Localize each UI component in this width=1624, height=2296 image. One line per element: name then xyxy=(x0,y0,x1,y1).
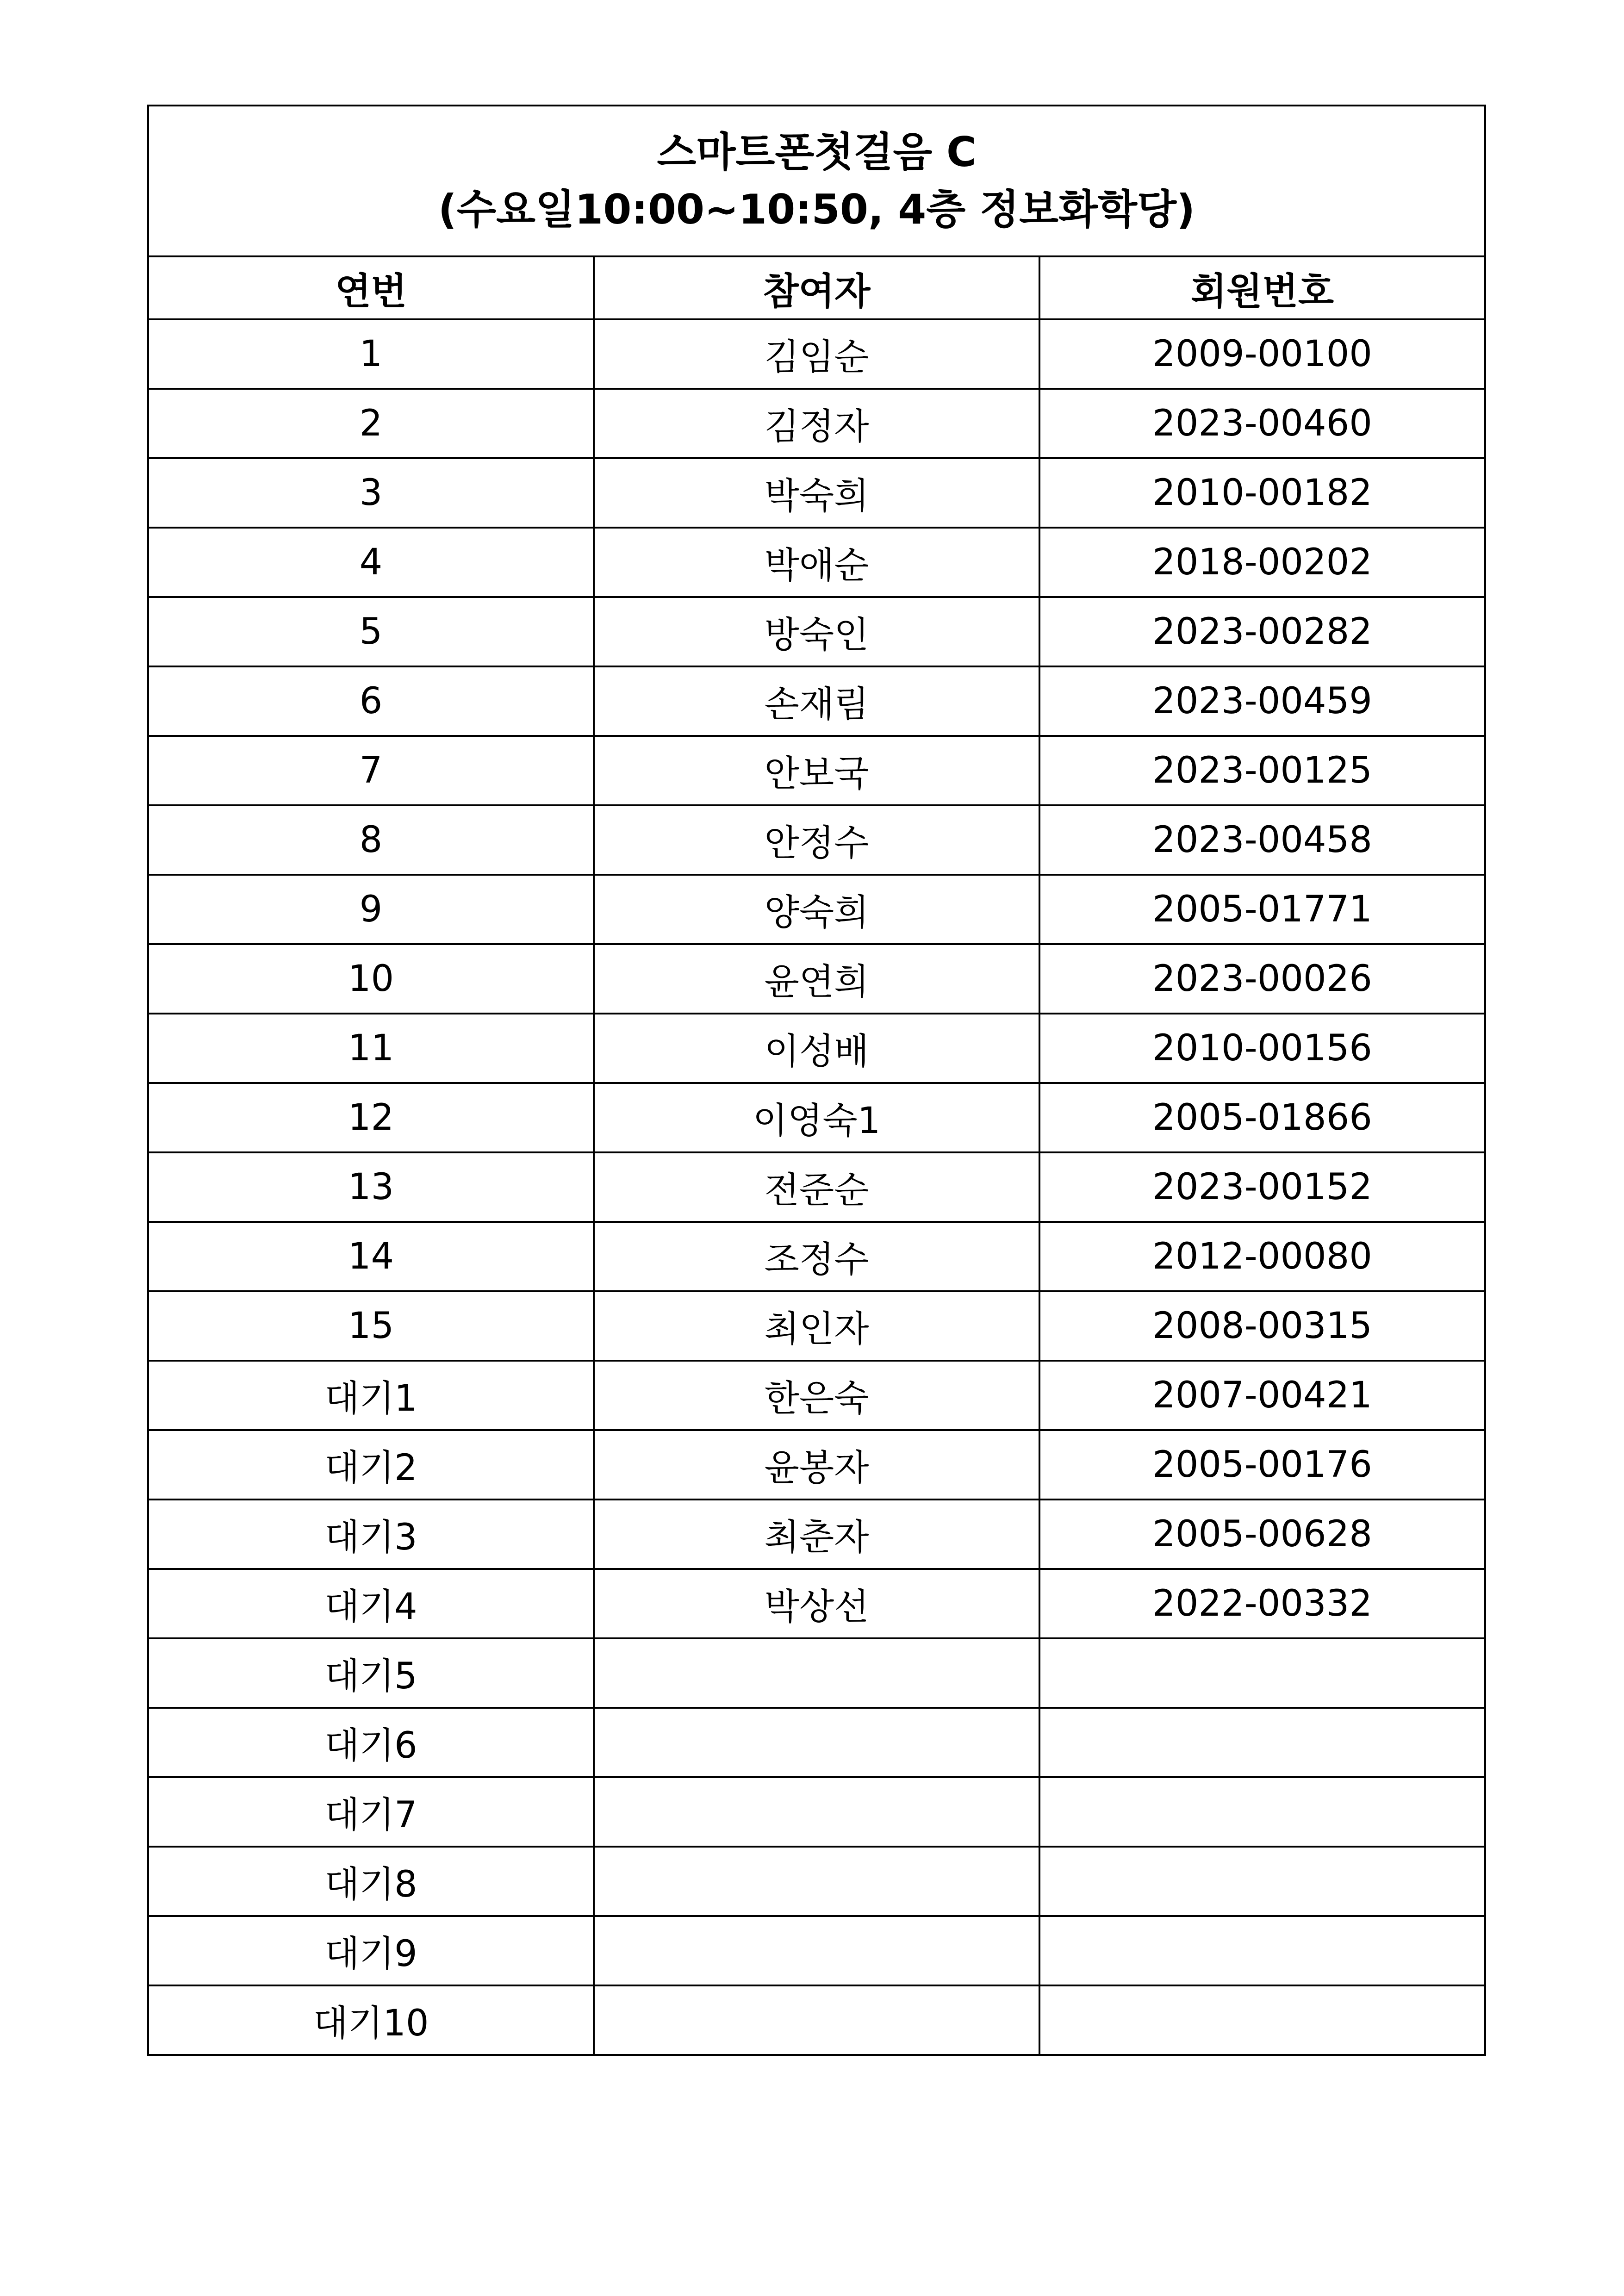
cell-member-number: 2023-00282 xyxy=(1039,597,1485,666)
cell-member-number: 2012-00080 xyxy=(1039,1222,1485,1291)
cell-member-number xyxy=(1039,1985,1485,2055)
table-body xyxy=(148,319,1485,2055)
cell-serial-number: 대기3 xyxy=(148,1500,594,1569)
cell-member-number: 2005-00628 xyxy=(1039,1500,1485,1569)
cell-participant-name: 최춘자 xyxy=(594,1500,1039,1569)
cell-serial-number: 9 xyxy=(148,875,594,944)
table-row xyxy=(148,1083,1485,1152)
cell-serial-number: 8 xyxy=(148,805,594,875)
cell-serial-number: 15 xyxy=(148,1291,594,1361)
cell-member-number: 2005-00176 xyxy=(1039,1430,1485,1500)
cell-serial-number: 4 xyxy=(148,528,594,597)
header-member-number: 회원번호 xyxy=(1039,256,1485,319)
cell-participant-name: 한은숙 xyxy=(594,1361,1039,1430)
cell-participant-name: 최인자 xyxy=(594,1291,1039,1361)
cell-serial-number: 대기7 xyxy=(148,1777,594,1847)
cell-member-number xyxy=(1039,1847,1485,1916)
cell-serial-number: 대기4 xyxy=(148,1569,594,1638)
table-row xyxy=(148,1430,1485,1500)
cell-participant-name: 방숙인 xyxy=(594,597,1039,666)
cell-participant-name xyxy=(594,1847,1039,1916)
cell-participant-name: 전준순 xyxy=(594,1152,1039,1222)
table-row xyxy=(148,1847,1485,1916)
table-row xyxy=(148,1777,1485,1847)
cell-member-number: 2023-00460 xyxy=(1039,389,1485,458)
cell-participant-name: 안정수 xyxy=(594,805,1039,875)
table-title xyxy=(148,106,1485,256)
cell-participant-name xyxy=(594,1985,1039,2055)
cell-serial-number: 2 xyxy=(148,389,594,458)
table-row xyxy=(148,1638,1485,1708)
roster-sheet xyxy=(147,105,1485,2056)
cell-participant-name: 김임순 xyxy=(594,319,1039,389)
cell-serial-number: 대기2 xyxy=(148,1430,594,1500)
table-row xyxy=(148,1291,1485,1361)
cell-member-number xyxy=(1039,1916,1485,1985)
cell-serial-number: 대기5 xyxy=(148,1638,594,1708)
cell-participant-name xyxy=(594,1638,1039,1708)
cell-serial-number: 3 xyxy=(148,458,594,528)
cell-participant-name: 이성배 xyxy=(594,1014,1039,1083)
table-row xyxy=(148,1500,1485,1569)
table-row xyxy=(148,319,1485,389)
cell-member-number xyxy=(1039,1777,1485,1847)
cell-member-number: 2005-01866 xyxy=(1039,1083,1485,1152)
cell-serial-number: 13 xyxy=(148,1152,594,1222)
table-row xyxy=(148,1152,1485,1222)
table-row xyxy=(148,805,1485,875)
table-row xyxy=(148,1361,1485,1430)
cell-member-number xyxy=(1039,1708,1485,1777)
cell-participant-name: 양숙희 xyxy=(594,875,1039,944)
table-row xyxy=(148,1916,1485,1985)
cell-member-number xyxy=(1039,1638,1485,1708)
cell-serial-number: 대기8 xyxy=(148,1847,594,1916)
cell-participant-name xyxy=(594,1916,1039,1985)
cell-serial-number: 5 xyxy=(148,597,594,666)
cell-member-number: 2018-00202 xyxy=(1039,528,1485,597)
cell-serial-number: 10 xyxy=(148,944,594,1014)
cell-member-number: 2023-00152 xyxy=(1039,1152,1485,1222)
cell-member-number: 2023-00458 xyxy=(1039,805,1485,875)
title-schedule-location: (수요일10:00~10:50, 4층 정보화학당) xyxy=(438,186,1195,233)
cell-member-number: 2007-00421 xyxy=(1039,1361,1485,1430)
cell-participant-name: 박애순 xyxy=(594,528,1039,597)
cell-participant-name: 김정자 xyxy=(594,389,1039,458)
header-participant: 참여자 xyxy=(594,256,1039,319)
cell-participant-name xyxy=(594,1777,1039,1847)
cell-serial-number: 14 xyxy=(148,1222,594,1291)
table-row xyxy=(148,1014,1485,1083)
cell-serial-number: 대기6 xyxy=(148,1708,594,1777)
cell-member-number: 2005-01771 xyxy=(1039,875,1485,944)
title-course-name: 스마트폰첫걸음 C xyxy=(657,128,977,176)
table-row xyxy=(148,528,1485,597)
table-row xyxy=(148,875,1485,944)
cell-member-number: 2022-00332 xyxy=(1039,1569,1485,1638)
cell-participant-name: 박숙희 xyxy=(594,458,1039,528)
table-row xyxy=(148,736,1485,805)
table-row xyxy=(148,1985,1485,2055)
cell-serial-number: 1 xyxy=(148,319,594,389)
cell-participant-name: 조정수 xyxy=(594,1222,1039,1291)
cell-serial-number: 대기1 xyxy=(148,1361,594,1430)
cell-member-number: 2023-00459 xyxy=(1039,666,1485,736)
header-row xyxy=(148,256,1485,319)
cell-serial-number: 7 xyxy=(148,736,594,805)
cell-member-number: 2010-00156 xyxy=(1039,1014,1485,1083)
table-row xyxy=(148,1222,1485,1291)
table-row xyxy=(148,597,1485,666)
cell-serial-number: 6 xyxy=(148,666,594,736)
table-row xyxy=(148,666,1485,736)
cell-member-number: 2009-00100 xyxy=(1039,319,1485,389)
table-row xyxy=(148,1708,1485,1777)
table-row xyxy=(148,1569,1485,1638)
participant-table xyxy=(147,105,1486,2056)
table-row xyxy=(148,458,1485,528)
cell-member-number: 2023-00026 xyxy=(1039,944,1485,1014)
cell-member-number: 2010-00182 xyxy=(1039,458,1485,528)
cell-participant-name: 손재림 xyxy=(594,666,1039,736)
cell-participant-name: 이영숙1 xyxy=(594,1083,1039,1152)
cell-serial-number: 대기10 xyxy=(148,1985,594,2055)
cell-serial-number: 12 xyxy=(148,1083,594,1152)
header-serial-number: 연번 xyxy=(148,256,594,319)
title-row xyxy=(148,106,1485,256)
cell-member-number: 2023-00125 xyxy=(1039,736,1485,805)
cell-serial-number: 11 xyxy=(148,1014,594,1083)
table-row xyxy=(148,389,1485,458)
cell-participant-name: 박상선 xyxy=(594,1569,1039,1638)
cell-member-number: 2008-00315 xyxy=(1039,1291,1485,1361)
cell-serial-number: 대기9 xyxy=(148,1916,594,1985)
cell-participant-name xyxy=(594,1708,1039,1777)
cell-participant-name: 윤연희 xyxy=(594,944,1039,1014)
cell-participant-name: 윤봉자 xyxy=(594,1430,1039,1500)
table-row xyxy=(148,944,1485,1014)
cell-participant-name: 안보국 xyxy=(594,736,1039,805)
